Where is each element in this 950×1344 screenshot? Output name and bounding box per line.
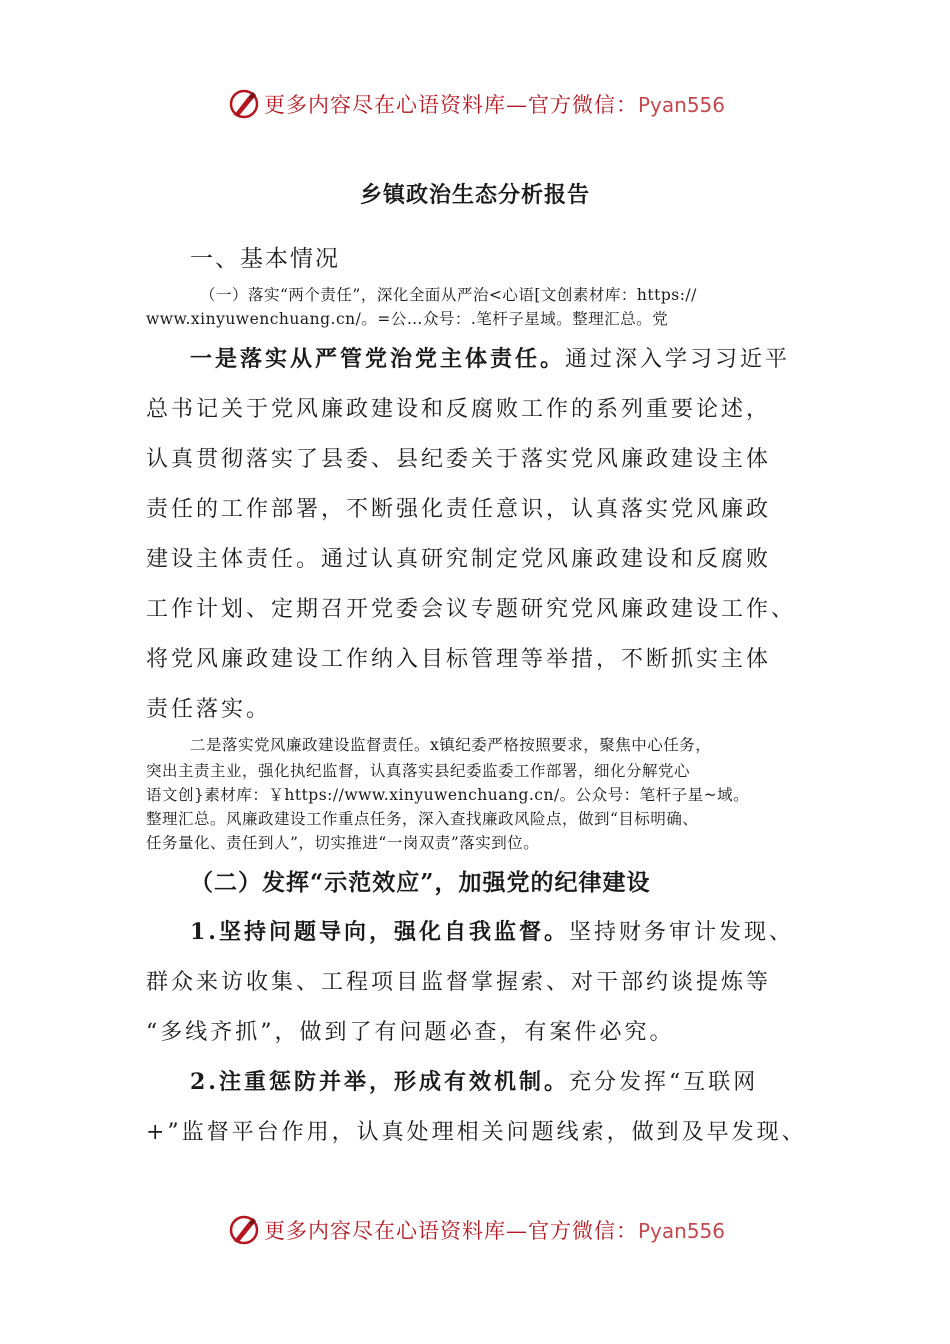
watermark-text: 更多内容尽在心语资料库—官方微信：Pyan556 [264,1219,726,1243]
subsection-heading: （二）发挥“示范效应”，加强党的纪律建设 [190,869,651,896]
paragraph-line: 群众来访收集、工程项目监督掌握索、对干部约谈提炼等 [146,970,772,995]
paragraph-line: 一是落实从严管党治党主体责任。通过深入学习习近平 [190,346,791,372]
paragraph-line: “多线齐抓”，做到了有问题必查，有案件必究。 [146,1020,675,1045]
paragraph-small-line: 突出主责主业，强化执纪监督，认真落实县纪委监委工作部署，细化分解党心 [146,762,691,780]
paragraph-small-line: 二是落实党风廉政建设监督责任。x镇纪委严格按照要求，聚焦中心任务， [190,736,712,754]
paragraph-line: 2.注重惩防并举，形成有效机制。充分发挥“互联网 [190,1069,759,1095]
paragraph-line: 认真贯彻落实了县委、县纪委关于落实党风廉政建设主体 [146,447,772,472]
watermark-text: 更多内容尽在心语资料库—官方微信：Pyan556 [264,93,726,117]
pen-logo-icon [228,1214,260,1246]
document-title: 乡镇政治生态分析报告 [359,182,590,208]
paragraph-line: 总书记关于党风廉政建设和反腐败工作的系列重要论述， [146,397,772,422]
pen-logo-icon [228,88,260,120]
paragraph-line: 责任落实。 [146,697,272,722]
paragraph-line: 建设主体责任。通过认真研究制定党风廉政建设和反腐败 [146,547,772,572]
paragraph-line: 将党风廉政建设工作纳入目标管理等举措，不断抓实主体 [146,647,772,672]
watermark-wechat: Pyan556 [638,1219,726,1243]
paragraph-line: 1.坚持问题导向，强化自我监督。坚持财务审计发现、 [190,919,794,945]
paragraph-line: 工作计划、定期召开党委会议专题研究党风廉政建设工作、 [146,597,797,622]
paragraph-small-line: 任务量化、责任到人”，切实推进“一岗双责”落实到位。 [146,834,540,852]
footer-watermark [228,1210,725,1250]
paragraph-line: 责任的工作部署，不断强化责任意识，认真落实党风廉政 [146,497,772,522]
watermark-wechat: Pyan556 [638,93,726,117]
paragraph-small-line: 整理汇总。风廉政建设工作重点任务，深入查找廉政风险点，做到“目标明确、 [146,810,699,828]
paragraph-small-line: 语文创}素材库：￥https://www.xinyuwenchuang.cn/。公众号：笔杆子星~域。 [146,786,750,804]
paragraph-line: +”监督平台作用，认真处理相关问题线索，做到及早发现、 [146,1120,807,1145]
sub1-line: www.xinyuwenchuang.cn/。=公…众号：.笔杆子星域。整理汇总。党 [146,310,669,328]
sub1-line: （一）落实“两个责任”，深化全面从严治<心语[文创素材库：https:// [200,286,697,304]
section-heading: 一、基本情况 [190,246,340,272]
header-watermark [228,84,725,124]
